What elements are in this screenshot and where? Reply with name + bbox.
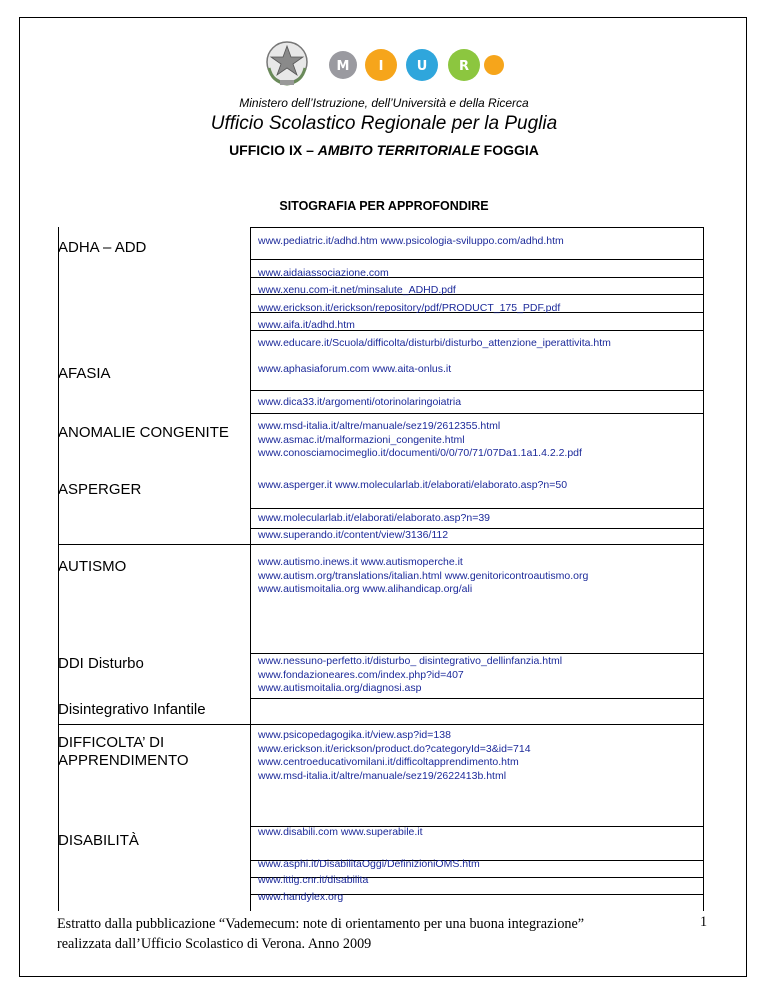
link[interactable]: www.aidaiassociazione.com (258, 266, 389, 279)
link[interactable]: www.autismo.inews.it www.autismoperche.it (258, 556, 463, 568)
links-adha (258, 235, 698, 350)
logo-letter-i: I (378, 59, 384, 74)
office-name: Ufficio Scolastico Regionale per la Puglia (210, 113, 558, 134)
links-disabilita (258, 826, 698, 904)
footer-line-2: realizzata dall’Ufficio Scolastico di Verona. Anno 2009 (57, 936, 372, 952)
link[interactable]: www.autismoitalia.org www.alihandicap.org/ali (258, 583, 473, 595)
links-ddi (258, 655, 698, 696)
category-anomalie-congenite: ANOMALIE CONGENITE (58, 424, 229, 441)
page-title: SITOGRAFIA PER APPROFONDIRE (279, 199, 489, 213)
category-ddi-disturbo: DDI Disturbo (58, 655, 144, 672)
footer-line-1: Estratto dalla pubblicazione “Vademecum: note di orientamento per una buona integrazione” (57, 916, 585, 932)
miur-logo (328, 46, 506, 84)
link[interactable]: www.asphi.it/DisabilitaOggi/DefinizioniOMS.htm (258, 857, 480, 870)
category-autismo: AUTISMO (58, 558, 127, 575)
link[interactable]: www.molecularlab.it/elaborati/elaborato.asp?n=39 (258, 511, 491, 524)
link[interactable]: www.asperger.it www.molecularlab.it/elaborati/elaborato.asp?n=50 (258, 479, 568, 491)
link[interactable]: www.psicopedagogika.it/view.asp?id=138 (258, 729, 451, 741)
link[interactable]: www.handylex.org (258, 890, 344, 903)
category-asperger: ASPERGER (58, 481, 142, 498)
links-autismo (258, 556, 698, 597)
link[interactable]: www.aifa.it/adhd.htm (258, 319, 355, 331)
link[interactable]: www.erickson.it/erickson/repository/pdf/PRODUCT_175_PDF.pdf (258, 301, 561, 314)
category-afasia: AFASIA (58, 365, 111, 382)
unit-prefix: UFFICIO IX – (229, 142, 318, 158)
link[interactable]: www.msd-italia.it/altre/manuale/sez19/2612355.html (258, 420, 501, 432)
category-disintegrativo-infantile: Disintegrativo Infantile (58, 701, 206, 718)
page-number: 1 (700, 914, 708, 930)
link[interactable]: www.ittig.cnr.it/disabilita (258, 874, 369, 886)
unit-name (0, 142, 768, 158)
link[interactable]: www.pediatric.it/adhd.htm www.psicologia-sviluppo.com/adhd.htm (258, 235, 564, 247)
links-afasia (258, 363, 698, 409)
ministry-name: Ministero dell’Istruzione, dell’Università e della Ricerca (239, 96, 529, 110)
link[interactable]: www.superando.it/content/view/3136/112 (258, 529, 449, 541)
unit-suffix: FOGGIA (479, 142, 539, 158)
link[interactable]: www.nessuno-perfetto.it/disturbo_ disintegrativo_dellinfanzia.html (258, 655, 563, 667)
link[interactable]: www.disabili.com www.superabile.it (258, 826, 423, 838)
link[interactable]: www.centroeducativomilani.it/difficoltapprendimento.htm (258, 756, 519, 768)
category-disabilita: DISABILITÀ (58, 832, 139, 849)
category-difficolta-apprendimento: DIFFICOLTA’ DI APPRENDIMENTO (58, 734, 189, 769)
links-difficolta-apprendimento (258, 729, 698, 783)
link[interactable]: www.dica33.it/argomenti/otorinolaringoiatria (258, 395, 462, 408)
link[interactable]: www.conosciamocimeglio.it/documenti/0/0/70/71/07Da1.1a1.4.2.2.pdf (258, 447, 582, 459)
unit-italic: AMBITO TERRITORIALE (317, 142, 480, 158)
logo-letter-u: U (416, 59, 428, 74)
link[interactable]: www.erickson.it/erickson/product.do?categoryId=3&id=714 (258, 742, 531, 755)
link[interactable]: www.educare.it/Scuola/difficolta/disturbi/disturbo_attenzione_iperattivita.htm (258, 336, 611, 349)
category-adha: ADHA – ADD (58, 239, 147, 256)
links-asperger (258, 479, 698, 543)
sitography-table (58, 227, 704, 911)
link[interactable]: www.asmac.it/malformazioni_congenite.html (258, 433, 465, 446)
header-logos (262, 38, 512, 88)
links-anomalie-congenite (258, 420, 698, 461)
logo-letter-m: M (336, 59, 350, 74)
link[interactable]: www.fondazioneares.com/index.php?id=407 (258, 668, 464, 681)
link[interactable]: www.xenu.com-it.net/minsalute_ADHD.pdf (258, 284, 456, 296)
footer-note (57, 914, 584, 954)
logo-letter-r: R (458, 59, 470, 74)
link[interactable]: www.autism.org/translations/italian.html www.genitoricontroautismo.org (258, 569, 589, 582)
link[interactable]: www.msd-italia.it/altre/manuale/sez19/2622413b.html (258, 769, 507, 782)
link[interactable]: www.aphasiaforum.com www.aita-onlus.it (258, 363, 452, 375)
link[interactable]: www.autismoitalia.org/diagnosi.asp (258, 682, 422, 694)
italian-emblem-logo (262, 38, 312, 88)
